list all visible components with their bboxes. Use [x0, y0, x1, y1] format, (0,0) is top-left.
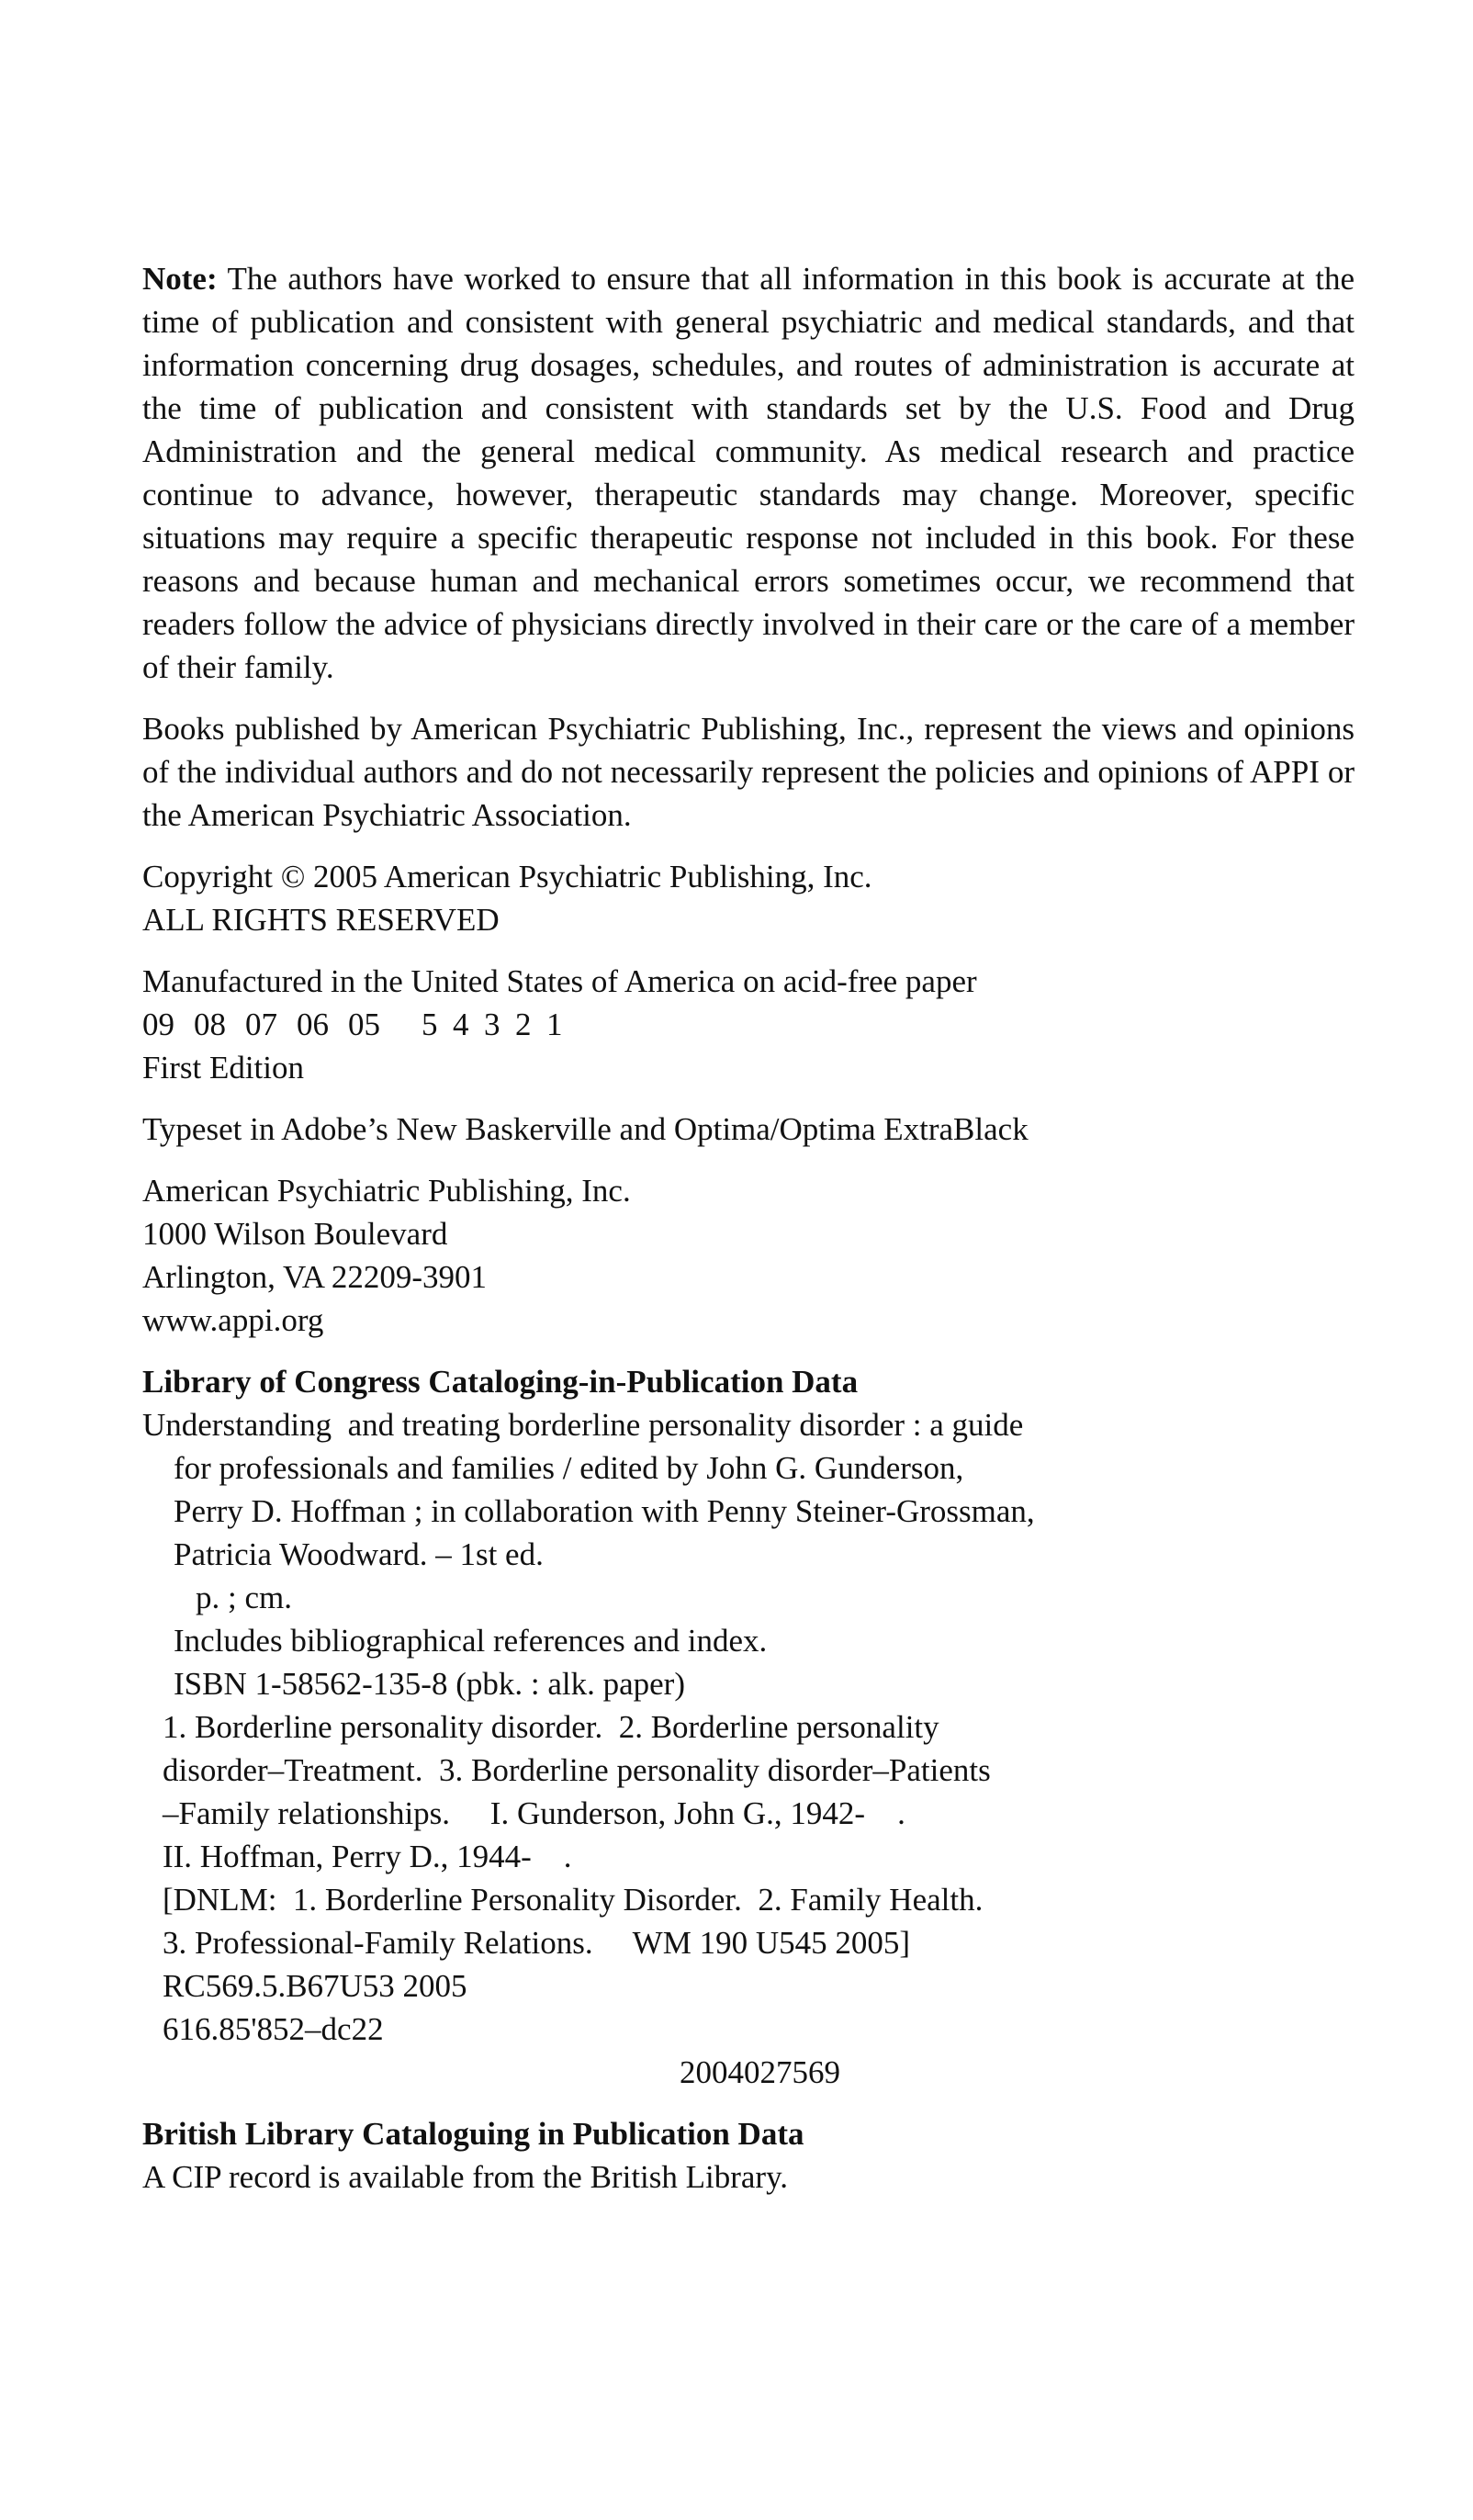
printing-number: 4 — [453, 1007, 469, 1042]
edition-line: First Edition — [142, 1050, 304, 1086]
cip-line: II. Hoffman, Perry D., 1944- . — [163, 1839, 572, 1874]
publisher-name: American Psychiatric Publishing, Inc. — [142, 1173, 631, 1209]
cip-line: 1. Borderline personality disorder. 2. Borderline personality — [163, 1709, 939, 1745]
manufacture-block — [142, 960, 1355, 1089]
loc-cip-block — [142, 1360, 1355, 2094]
cip-line: [DNLM: 1. Borderline Personality Disorder. 2. Family Health. — [163, 1882, 984, 1918]
cip-line: ISBN 1-58562-135-8 (pbk. : alk. paper) — [174, 1666, 685, 1702]
cip-line: Understanding and treating borderline personality disorder : a guide — [142, 1407, 1024, 1443]
loc-heading: Library of Congress Cataloging-in-Publication Data — [142, 1364, 859, 1400]
printing-number: 2 — [515, 1007, 532, 1042]
bl-heading: British Library Cataloguing in Publication Data — [142, 2116, 804, 2152]
year-number: 09 — [142, 1007, 174, 1042]
rights-reserved-line: ALL RIGHTS RESERVED — [142, 902, 500, 938]
cip-line: Perry D. Hoffman ; in collaboration with Penny Steiner-Grossman, — [174, 1493, 1035, 1529]
cip-line: –Family relationships. I. Gunderson, John G., 1942- . — [163, 1795, 905, 1831]
printing-line — [142, 1003, 1355, 1046]
copyright-line: Copyright © 2005 American Psychiatric Publishing, Inc. — [142, 859, 872, 894]
year-number: 08 — [194, 1007, 226, 1042]
bl-cip-block — [142, 2112, 1355, 2199]
cip-line: 616.85'852–dc22 — [163, 2011, 384, 2047]
publisher-city: Arlington, VA 22209-3901 — [142, 1259, 487, 1295]
printing-number: 3 — [484, 1007, 500, 1042]
publisher-street: 1000 Wilson Boulevard — [142, 1216, 448, 1252]
cip-line: disorder–Treatment. 3. Borderline personality disorder–Patients — [163, 1752, 991, 1788]
year-number: 06 — [297, 1007, 329, 1042]
note-label: Note: — [142, 261, 218, 297]
note-text: The authors have worked to ensure that all information in this book is accurate at the time of publication and consistent with general psychiatric and medical standards, and that information concerning drug dosages, schedules, and routes of administration is accurate at the time of publication and consistent with standards set by the U.S. Food and Drug Administration and the general medical community. As medical research and practice continue to advance, however, therapeutic standards may change. Moreover, specific situations may require a specific therapeutic response not included in this book. For these reasons and because human and mechanical errors sometimes occur, we recommend that readers follow the advice of physicians directly involved in their care or the care of a member of their family. — [142, 261, 1355, 685]
year-number: 05 — [348, 1007, 380, 1042]
copyright-page — [142, 257, 1355, 2217]
bl-text: A CIP record is available from the British Library. — [142, 2159, 789, 2195]
loc-control-number: 2004027569 — [680, 2054, 840, 2090]
year-number: 07 — [245, 1007, 277, 1042]
cip-line: RC569.5.B67U53 2005 — [163, 1968, 467, 2004]
cip-line: p. ; cm. — [196, 1580, 292, 1615]
typeset-line: Typeset in Adobe’s New Baskerville and Optima/Optima ExtraBlack — [142, 1111, 1029, 1147]
disclaimer-paragraph: Books published by American Psychiatric Publishing, Inc., represent the views and opinions of the individual authors and do not necessarily represent the policies and opinions of APPI or the American Psychiatric Association. — [142, 711, 1355, 833]
printing-number: 1 — [546, 1007, 563, 1042]
manufactured-line: Manufactured in the United States of America on acid-free paper — [142, 963, 977, 999]
cip-line: 3. Professional-Family Relations. WM 190 U545 2005] — [163, 1925, 911, 1961]
printing-number: 5 — [422, 1007, 438, 1042]
copyright-block — [142, 855, 1355, 941]
publisher-address — [142, 1169, 1355, 1342]
cip-line: for professionals and families / edited by John G. Gunderson, — [174, 1450, 964, 1486]
cip-line: Patricia Woodward. – 1st ed. — [174, 1536, 544, 1572]
note-paragraph — [142, 257, 1355, 689]
publisher-website: www.appi.org — [142, 1302, 324, 1338]
cip-line: Includes bibliographical references and index. — [174, 1623, 768, 1659]
